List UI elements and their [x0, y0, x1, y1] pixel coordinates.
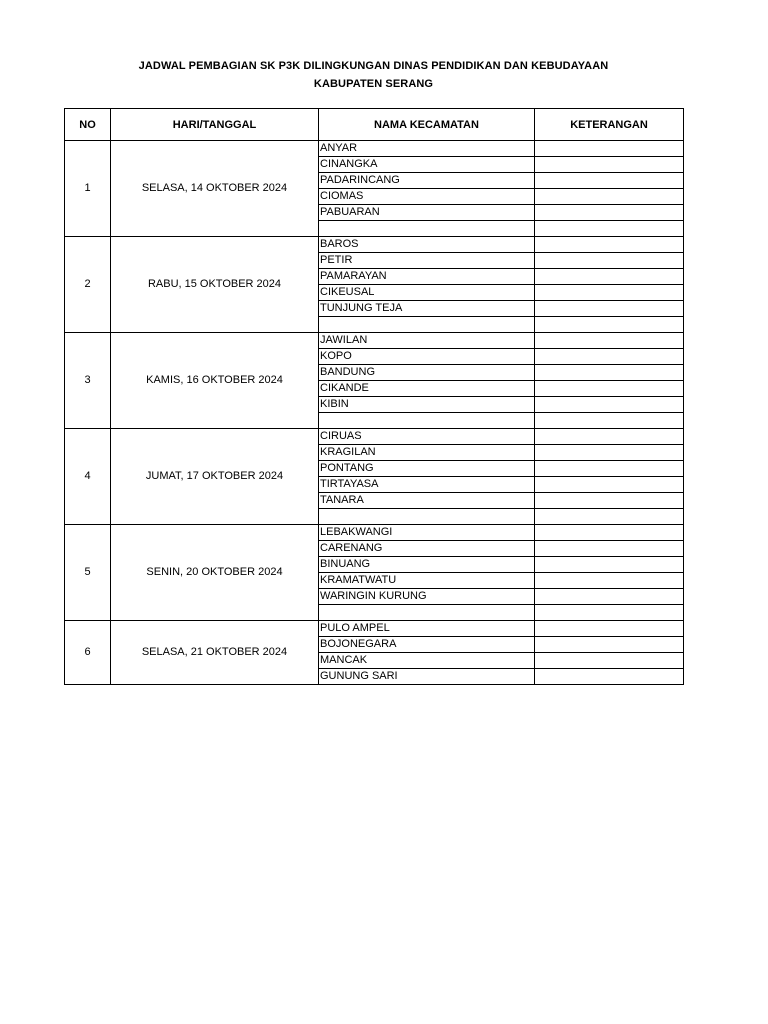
kecamatan-name [319, 317, 535, 333]
kecamatan-name: PAMARAYAN [319, 269, 535, 285]
kecamatan-name: PADARINCANG [319, 173, 535, 189]
kecamatan-name: CARENANG [319, 541, 535, 557]
keterangan-cell [535, 573, 684, 589]
row-number: 2 [65, 237, 111, 333]
keterangan-cell [535, 605, 684, 621]
kecamatan-name: BAROS [319, 237, 535, 253]
keterangan-cell [535, 637, 684, 653]
kecamatan-name: TIRTAYASA [319, 477, 535, 493]
header-hari-tanggal: HARI/TANGGAL [111, 109, 319, 141]
schedule-date: JUMAT, 17 OKTOBER 2024 [111, 429, 319, 525]
kecamatan-name: CIRUAS [319, 429, 535, 445]
keterangan-cell [535, 317, 684, 333]
kecamatan-name: JAWILAN [319, 333, 535, 349]
keterangan-cell [535, 509, 684, 525]
row-number: 5 [65, 525, 111, 621]
kecamatan-name: PETIR [319, 253, 535, 269]
schedule-date: SELASA, 14 OKTOBER 2024 [111, 141, 319, 237]
keterangan-cell [535, 285, 684, 301]
kecamatan-name: BOJONEGARA [319, 637, 535, 653]
kecamatan-name: PABUARAN [319, 205, 535, 221]
keterangan-cell [535, 525, 684, 541]
keterangan-cell [535, 413, 684, 429]
kecamatan-name: TANARA [319, 493, 535, 509]
kecamatan-name: CIKEUSAL [319, 285, 535, 301]
row-number: 4 [65, 429, 111, 525]
table-row [65, 141, 684, 157]
keterangan-cell [535, 477, 684, 493]
keterangan-cell [535, 205, 684, 221]
document-title: JADWAL PEMBAGIAN SK P3K DILINGKUNGAN DINAS PENDIDIKAN DAN KEBUDAYAAN [138, 60, 609, 72]
keterangan-cell [535, 253, 684, 269]
kecamatan-name: BANDUNG [319, 365, 535, 381]
schedule-date: SENIN, 20 OKTOBER 2024 [111, 525, 319, 621]
table-body [65, 141, 684, 685]
kecamatan-name: CIKANDE [319, 381, 535, 397]
schedule-date: KAMIS, 16 OKTOBER 2024 [111, 333, 319, 429]
kecamatan-name [319, 413, 535, 429]
kecamatan-name: BINUANG [319, 557, 535, 573]
header-keterangan: KETERANGAN [535, 109, 684, 141]
keterangan-cell [535, 429, 684, 445]
row-number: 1 [65, 141, 111, 237]
keterangan-cell [535, 493, 684, 509]
kecamatan-name: TUNJUNG TEJA [319, 301, 535, 317]
kecamatan-name: ANYAR [319, 141, 535, 157]
schedule-date: RABU, 15 OKTOBER 2024 [111, 237, 319, 333]
table-row [65, 237, 684, 253]
header-no: NO [65, 109, 111, 141]
keterangan-cell [535, 349, 684, 365]
keterangan-cell [535, 221, 684, 237]
table-row [65, 525, 684, 541]
keterangan-cell [535, 669, 684, 685]
kecamatan-name: PONTANG [319, 461, 535, 477]
keterangan-cell [535, 589, 684, 605]
kecamatan-name: LEBAKWANGI [319, 525, 535, 541]
kecamatan-name: MANCAK [319, 653, 535, 669]
schedule-table [64, 108, 684, 685]
header-nama-kecamatan: NAMA KECAMATAN [319, 109, 535, 141]
schedule-date: SELASA, 21 OKTOBER 2024 [111, 621, 319, 685]
keterangan-cell [535, 365, 684, 381]
keterangan-cell [535, 333, 684, 349]
table-header-row [65, 109, 684, 141]
keterangan-cell [535, 381, 684, 397]
keterangan-cell [535, 461, 684, 477]
kecamatan-name: KRAMATWATU [319, 573, 535, 589]
kecamatan-name: KOPO [319, 349, 535, 365]
keterangan-cell [535, 653, 684, 669]
keterangan-cell [535, 269, 684, 285]
keterangan-cell [535, 541, 684, 557]
kecamatan-name: CIOMAS [319, 189, 535, 205]
keterangan-cell [535, 237, 684, 253]
table-row [65, 333, 684, 349]
keterangan-cell [535, 157, 684, 173]
kecamatan-name: PULO AMPEL [319, 621, 535, 637]
kecamatan-name: KRAGILAN [319, 445, 535, 461]
document-subtitle: KABUPATEN SERANG [313, 78, 434, 90]
keterangan-cell [535, 445, 684, 461]
kecamatan-name [319, 605, 535, 621]
kecamatan-name [319, 509, 535, 525]
kecamatan-name: WARINGIN KURUNG [319, 589, 535, 605]
row-number: 3 [65, 333, 111, 429]
kecamatan-name: KIBIN [319, 397, 535, 413]
keterangan-cell [535, 557, 684, 573]
keterangan-cell [535, 301, 684, 317]
keterangan-cell [535, 621, 684, 637]
row-number: 6 [65, 621, 111, 685]
keterangan-cell [535, 397, 684, 413]
table-row [65, 429, 684, 445]
keterangan-cell [535, 189, 684, 205]
kecamatan-name: CINANGKA [319, 157, 535, 173]
table-row [65, 621, 684, 637]
kecamatan-name: GUNUNG SARI [319, 669, 535, 685]
keterangan-cell [535, 141, 684, 157]
kecamatan-name [319, 221, 535, 237]
keterangan-cell [535, 173, 684, 189]
